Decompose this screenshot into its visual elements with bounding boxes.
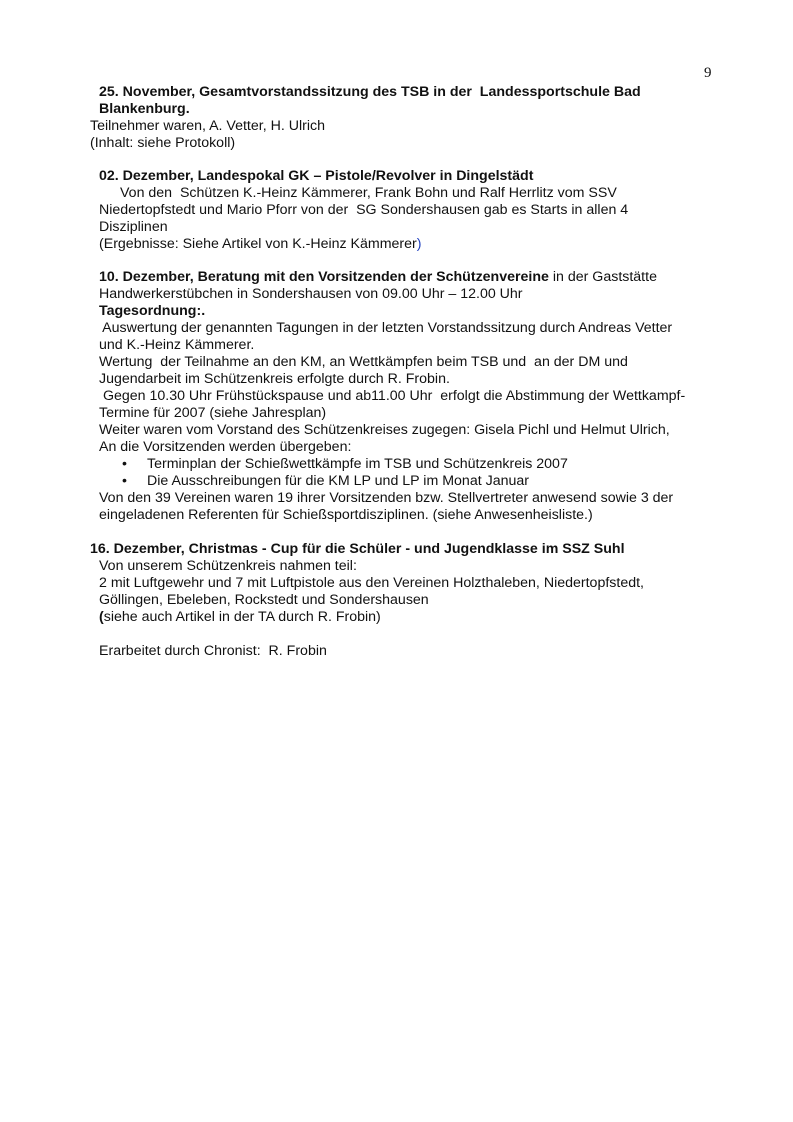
entry-title [99, 269, 657, 286]
entry-title-continued: Blankenburg. [99, 101, 190, 117]
participants-line: Teilnehmer waren, A. Vetter, H. Ulrich [90, 118, 325, 134]
bullet-icon: • [122, 456, 127, 472]
article-note-text: siehe auch Artikel in der TA durch R. Frobin) [103, 609, 381, 625]
entry-title: 02. Dezember, Landespokal GK – Pistole/Revolver in Dingelstädt [99, 168, 534, 184]
article-note-open-paren: ( [99, 609, 104, 625]
paragraph-line: eingeladenen Referenten für Schießsportdisziplinen. (siehe Anwesenheisliste.) [99, 507, 593, 523]
paragraph-line: Von unserem Schützenkreis nahmen teil: [99, 558, 357, 574]
list-item-text: Terminplan der Schießwettkämpfe im TSB und Schützenkreis 2007 [147, 456, 568, 472]
paragraph-line: An die Vorsitzenden werden übergeben: [99, 439, 352, 455]
list-item-text: Die Ausschreibungen für die KM LP und LP im Monat Januar [147, 473, 529, 489]
paragraph-line: Auswertung der genannten Tagungen in der letzten Vorstandssitzung durch Andreas Vetter [99, 320, 673, 336]
paragraph-line: Niedertopfstedt und Mario Pforr von der SG Sondershausen gab es Starts in allen 4 [99, 202, 629, 218]
bullet-icon: • [122, 473, 127, 489]
author-credit: Erarbeitet durch Chronist: R. Frobin [99, 643, 327, 659]
paragraph-line: Termine für 2007 (siehe Jahresplan) [99, 405, 327, 421]
paragraph-line: Gegen 10.30 Uhr Frühstückspause und ab11.00 Uhr erfolgt die Abstimmung der Wettkampf- [99, 388, 686, 404]
results-note [99, 236, 422, 253]
results-note-text: (Ergebnisse: Siehe Artikel von K.-Heinz Kämmerer [99, 236, 417, 252]
paragraph-line: Göllingen, Ebeleben, Rockstedt und Sondershausen [99, 592, 429, 608]
entry-title: 25. November, Gesamtvorstandssitzung des TSB in der Landessportschule Bad [99, 84, 641, 100]
results-note-closing-paren: ) [416, 236, 422, 252]
paragraph-line: Von den Schützen K.-Heinz Kämmerer, Frank Bohn und Ralf Herrlitz vom SSV [120, 185, 617, 201]
paragraph-line: Wertung der Teilnahme an den KM, an Wettkämpfen beim TSB und an der DM und [99, 354, 628, 370]
paragraph-line: und K.-Heinz Kämmerer. [99, 337, 255, 353]
paragraph-line: Von den 39 Vereinen waren 19 ihrer Vorsitzenden bzw. Stellvertreter anwesend sowie 3 der [99, 490, 674, 506]
paragraph-line: Disziplinen [99, 219, 168, 235]
entry-title: 16. Dezember, Christmas - Cup für die Schüler - und Jugendklasse im SSZ Suhl [90, 541, 625, 557]
article-note [99, 609, 381, 626]
page-number: 9 [704, 65, 712, 81]
paragraph-line: Jugendarbeit im Schützenkreis erfolgte durch R. Frobin. [99, 371, 450, 387]
entry-title-bold: 10. Dezember, Beratung mit den Vorsitzenden der Schützenvereine [99, 269, 549, 285]
paragraph-line: Handwerkerstübchen in Sondershausen von 09.00 Uhr – 12.00 Uhr [99, 286, 523, 302]
paragraph-line: Weiter waren vom Vorstand des Schützenkreises zugegen: Gisela Pichl und Helmut Ulrich, [99, 422, 670, 438]
content-note: (Inhalt: siehe Protokoll) [90, 135, 236, 151]
entry-title-rest: in der Gaststätte [548, 269, 657, 285]
paragraph-line: 2 mit Luftgewehr und 7 mit Luftpistole aus den Vereinen Holzthaleben, Niedertopfstedt, [99, 575, 644, 591]
agenda-heading: Tagesordnung:. [99, 303, 206, 319]
